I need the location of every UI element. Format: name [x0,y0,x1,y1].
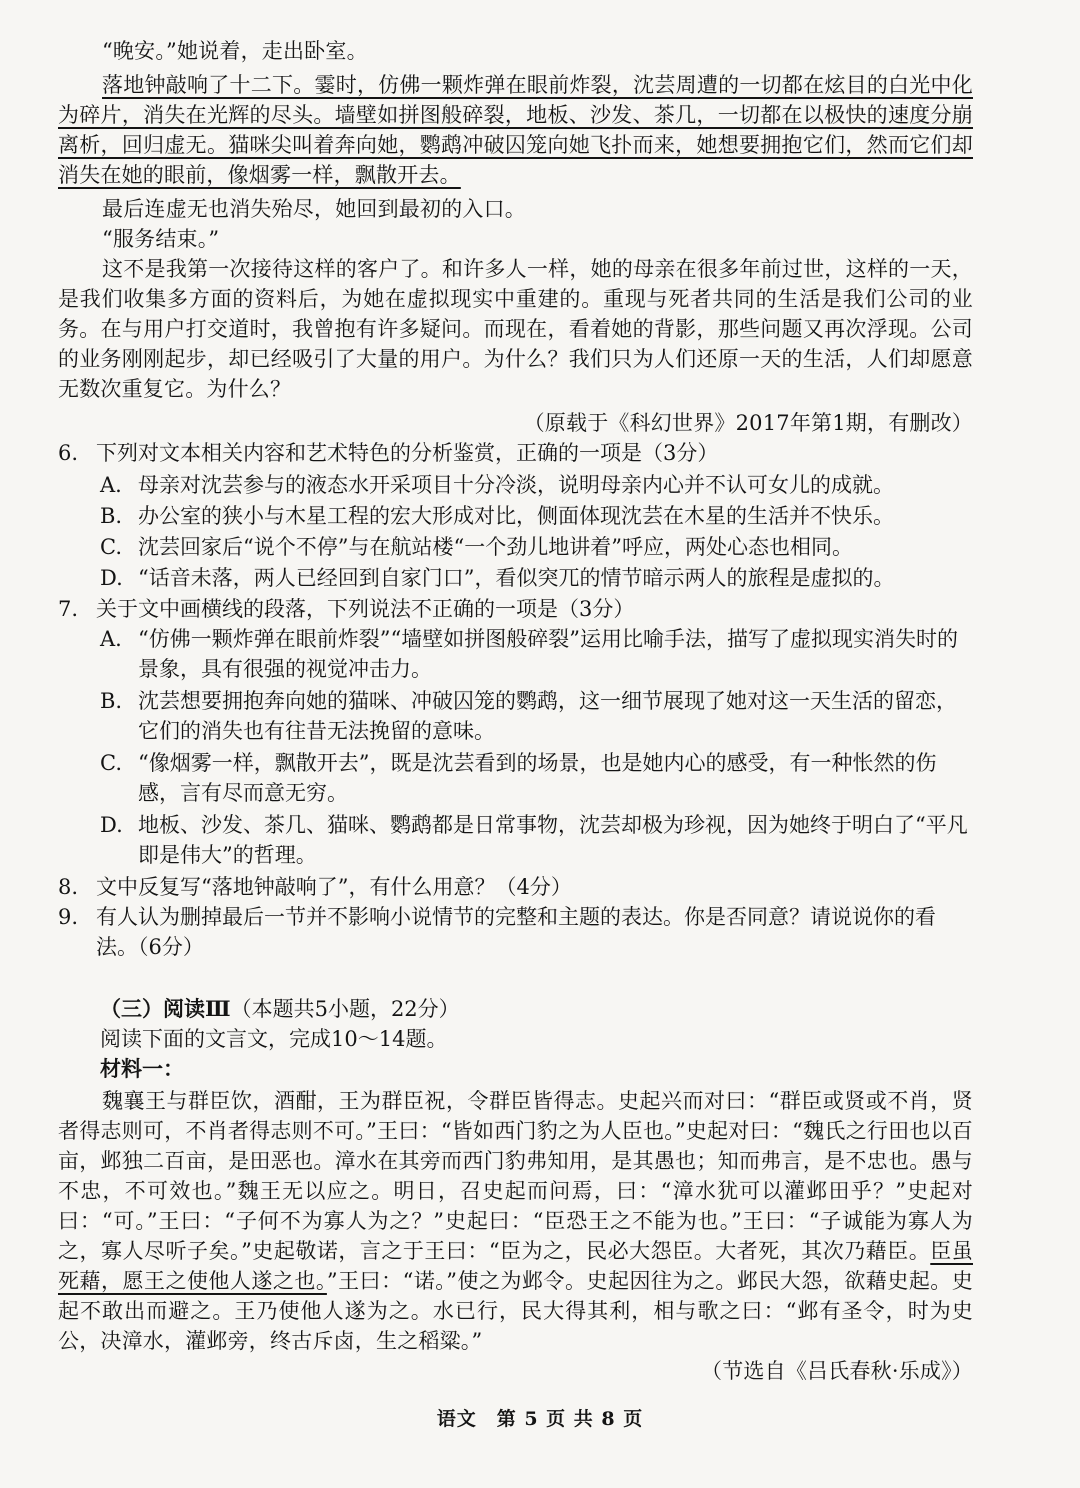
question-stem: 下列对文本相关内容和艺术特色的分析鉴赏，正确的一项是（3分） [96,441,719,465]
page-footer: 语文 第 5 页 共 8 页 [436,1408,644,1430]
question-6-option-d [100,563,970,593]
question-7-option-d [100,810,970,870]
option-text: “像烟雾一样，飘散开去”，既是沈芸看到的场景，也是她内心的感受，有一种怅然的伤感，言有尽而意无穷。 [138,751,937,805]
classical-text [58,1086,973,1356]
question-6-option-b [100,501,970,531]
question-stem: 文中反复写“落地钟敲响了”，有什么用意？（4分） [96,875,572,899]
section-3-heading [100,994,1015,1024]
question-7 [58,594,973,624]
option-letter: C. [100,751,122,775]
story-paragraph-1: “晚安。”她说着，走出卧室。 [102,39,368,63]
option-letter: C. [100,535,122,559]
classical-source: （节选自《吕氏春秋·乐成》） [701,1359,973,1383]
story-paragraph-3: 最后连虚无也消失殆尽，她回到最初的入口。 [102,197,526,221]
option-text: 母亲对沈芸参与的液态水开采项目十分冷淡，说明母亲内心并不认可女儿的成就。 [138,473,894,497]
question-9 [58,902,973,962]
option-text: 办公室的狭小与木星工程的宏大形成对比，侧面体现沈芸在木星的生活并不快乐。 [138,504,894,528]
option-letter: A. [100,473,122,497]
question-stem: 关于文中画横线的段落，下列说法不正确的一项是（3分） [96,597,635,621]
option-letter: B. [100,504,123,528]
question-6 [58,438,973,468]
question-number: 6. [58,441,79,465]
classical-text-a: 魏襄王与群臣饮，酒酣，王为群臣祝，令群臣皆得志。史起兴而对曰：“群臣或贤或不肖，贤者得志则可，不肖者得志则不可。”王曰：“皆如西门豹之为人臣也。”史起对曰：“魏氏之行田也以百亩，邺独二百亩，是田恶也。漳水在其旁而西门豹弗知用，是其愚也；知而弗言，是不忠也。愚与不忠，不可效也。”魏王无以应之。明日，召史起而问焉，曰：“漳水犹可以灌邺田乎？”史起对曰：“可。”王曰：“子何不为寡人为之？”史起曰：“臣恐王之不能为也。”王曰：“子诚能为寡人为之，寡人尽听子矣。”史起敬诺，言之于王曰：“臣为之，民必大怨臣。大者死，其次乃藉臣。 [58,1089,973,1263]
section-title: （三）阅读Ⅲ [100,996,231,1021]
classical-text-b: ”王曰：“诺。”使之为邺令。史起因往为之。邺民大怨，欲藉史起。史起不敢出而避之。王乃使他人遂为之。水已行，民大得其利，相与歌之曰：“邺有圣令，时为史公，决漳水，灌邺旁，终古斥卤，生之稻粱。” [58,1269,974,1353]
option-text: “仿佛一颗炸弹在眼前炸裂”“墙壁如拼图般碎裂”运用比喻手法，描写了虚拟现实消失时的景象，具有很强的视觉冲击力。 [138,627,958,681]
section-note: （本题共5小题，22分） [230,997,460,1021]
option-text: 沈芸回家后“说个不停”与在航站楼“一个劲儿地讲着”呼应，两处心态也相同。 [138,535,853,559]
material-label: 材料一： [100,1056,184,1081]
question-7-option-a [100,624,970,684]
story-source: （原载于《科幻世界》2017年第1期，有删改） [523,411,973,435]
question-8 [58,872,973,902]
question-6-option-a [100,470,970,500]
option-letter: B. [100,689,123,713]
question-number: 7. [58,597,79,621]
option-text: 沈芸想要拥抱奔向她的猫咪、冲破囚笼的鹦鹉，这一细节展现了她对这一天生活的留恋，它们的消失也有往昔无法挽留的意味。 [138,689,957,743]
option-letter: D. [100,566,123,590]
question-number: 9. [58,905,79,929]
underlined-passage [58,70,973,190]
option-text: “话音未落，两人已经回到自家门口”，看似突兀的情节暗示两人的旅程是虚拟的。 [138,566,895,590]
underlined-passage-text: 落地钟敲响了十二下。霎时，仿佛一颗炸弹在眼前炸裂，沈芸周遭的一切都在炫目的白光中化为碎片，消失在光辉的尽头。墙壁如拼图般碎裂，地板、沙发、茶几，一切都在以极快的速度分崩离析，回归虚无。猫咪尖叫着奔向她，鹦鹉冲破囚笼向她飞扑而来，她想要拥抱它们，然而它们却消失在她的眼前，像烟雾一样，飘散开去。 [58,73,973,187]
question-stem: 有人认为删掉最后一节并不影响小说情节的完整和主题的表达。你是否同意？请说说你的看法。（6分） [96,905,936,959]
option-letter: A. [100,627,122,651]
classical-text-underlined: 臣虽死藉，愿王之使他人遂之也。 [58,1239,973,1293]
option-text: 地板、沙发、茶几、猫咪、鹦鹉都是日常事物，沈芸却极为珍视，因为她终于明白了“平凡即是伟大”的哲理。 [138,813,968,867]
section-3-instruction: 阅读下面的文言文，完成10～14题。 [100,1027,448,1051]
question-7-option-b [100,686,970,746]
question-6-option-c [100,532,970,562]
question-number: 8. [58,875,79,899]
story-paragraph-5: 这不是我第一次接待这样的客户了。和许多人一样，她的母亲在很多年前过世，这样的一天，是我们收集多方面的资料后，为她在虚拟现实中重建的。重现与死者共同的生活是我们公司的业务。在与用户打交道时，我曾抱有许多疑问。而现在，看着她的背影，那些问题又再次浮现。公司的业务刚刚起步，却已经吸引了大量的用户。为什么？我们只为人们还原一天的生活，人们却愿意无数次重复它。为什么？ [58,257,973,401]
question-7-option-c [100,748,970,808]
option-letter: D. [100,813,123,837]
story-paragraph-4: “服务结束。” [102,227,220,251]
